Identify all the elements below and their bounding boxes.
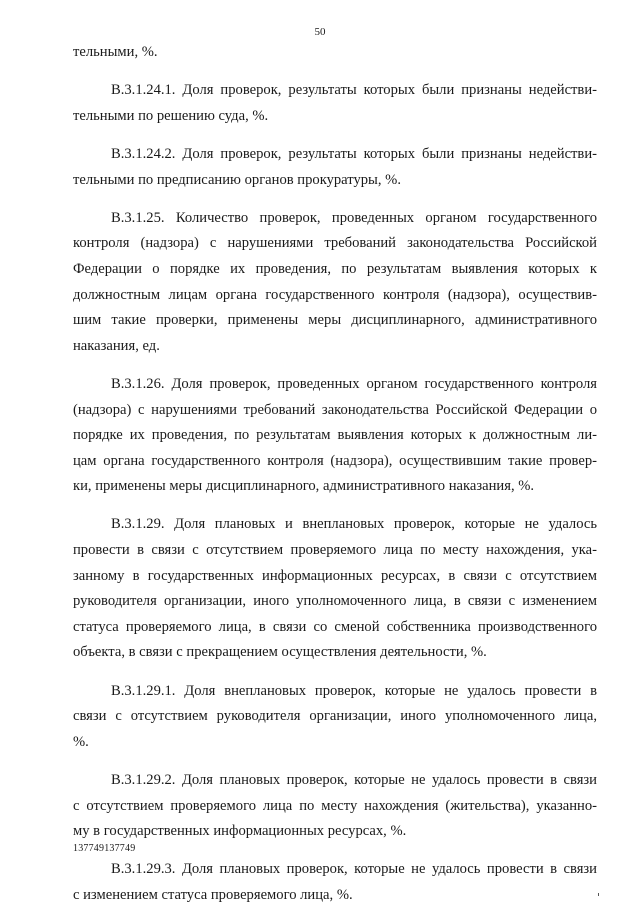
text-line: В.3.1.29.1. Доля внеплановых проверок, которые не удалось провести в xyxy=(111,682,597,699)
text-line: контроля (надзора) с нарушениями требований законодательства Российской xyxy=(73,235,597,252)
paragraph-b-3-1-24-2 xyxy=(73,142,597,193)
text-line: В.3.1.29. Доля плановых и внеплановых проверок, которые не удалось xyxy=(111,516,597,533)
text-line: связи с отсутствием руководителя организации, иного уполномоченного лица, xyxy=(73,708,597,725)
text-line: с отсутствием проверяемого лица по месту нахождения (жительства), указанно- xyxy=(73,797,597,814)
text-line: цам органа государственного контроля (надзора), осуществившим такие провер- xyxy=(73,452,597,469)
text-line: В.3.1.26. Доля проверок, проведенных органом государственного контроля xyxy=(111,375,597,392)
text-line: порядке их проведения, по результатам выявления которых к должностным ли- xyxy=(73,427,597,444)
text-line: шим такие проверки, применены меры дисциплинарного, административного xyxy=(73,312,597,329)
paragraph-b-3-1-29-1 xyxy=(73,679,597,756)
text-line: тельными по решению суда, %. xyxy=(73,107,269,124)
paragraph-b-3-1-26 xyxy=(73,372,597,500)
paragraph-b-3-1-25 xyxy=(73,206,597,360)
scan-mark xyxy=(598,893,599,896)
text-line: (надзора) с нарушениями требований законодательства Российской Федерации о xyxy=(73,401,597,418)
text-line: должностным лицам органа государственного контроля (надзора), осуществив- xyxy=(73,286,597,303)
text-line: В.3.1.24.2. Доля проверок, результаты которых были признаны недействи- xyxy=(111,145,597,162)
text-line: провести в связи с отсутствием проверяемого лица по месту нахождения, ука- xyxy=(73,542,597,559)
paragraph-b-3-1-29-2 xyxy=(73,768,597,845)
text-line: руководителя организации, иного уполномоченного лица, в связи с изменением xyxy=(73,593,597,610)
text-line: В.3.1.29.3. Доля плановых проверок, которые не удалось провести в связи xyxy=(111,861,597,878)
text-line: %. xyxy=(73,733,89,750)
text-line: В.3.1.29.2. Доля плановых проверок, которые не удалось провести в связи xyxy=(111,772,597,788)
text-line: В.3.1.25. Количество проверок, проведенных органом государственного xyxy=(111,209,597,226)
text-line: тельными, %. xyxy=(73,44,158,60)
text-line: с изменением статуса проверяемого лица, %. xyxy=(73,886,353,903)
paragraph-continuation xyxy=(73,40,597,66)
text-line: статуса проверяемого лица, в связи со сменой собственника производственного xyxy=(73,618,597,635)
text-line: объекта, в связи с прекращением осуществления деятельности, %. xyxy=(73,644,487,661)
text-line: занному в государственных информационных ресурсах, в связи с отсутствием xyxy=(73,567,597,584)
text-line: Федерации о порядке их проведения, по результатам выявления которых к xyxy=(73,260,597,277)
paragraph-b-3-1-29 xyxy=(73,512,597,666)
page-number: 50 xyxy=(314,26,326,38)
paragraph-b-3-1-29-3 xyxy=(73,857,597,908)
document-body xyxy=(73,40,597,921)
text-line: В.3.1.24.1. Доля проверок, результаты которых были признаны недействи- xyxy=(111,82,597,99)
paragraph-b-3-1-24-1 xyxy=(73,78,597,129)
document-code: 137749137749 xyxy=(73,843,136,854)
text-line: тельными по предписанию органов прокуратуры, %. xyxy=(73,171,401,188)
text-line: наказания, ед. xyxy=(73,337,160,354)
text-line: ки, применены меры дисциплинарного, административного наказания, %. xyxy=(73,478,535,495)
text-line: му в государственных информационных ресурсах, %. xyxy=(73,823,407,840)
